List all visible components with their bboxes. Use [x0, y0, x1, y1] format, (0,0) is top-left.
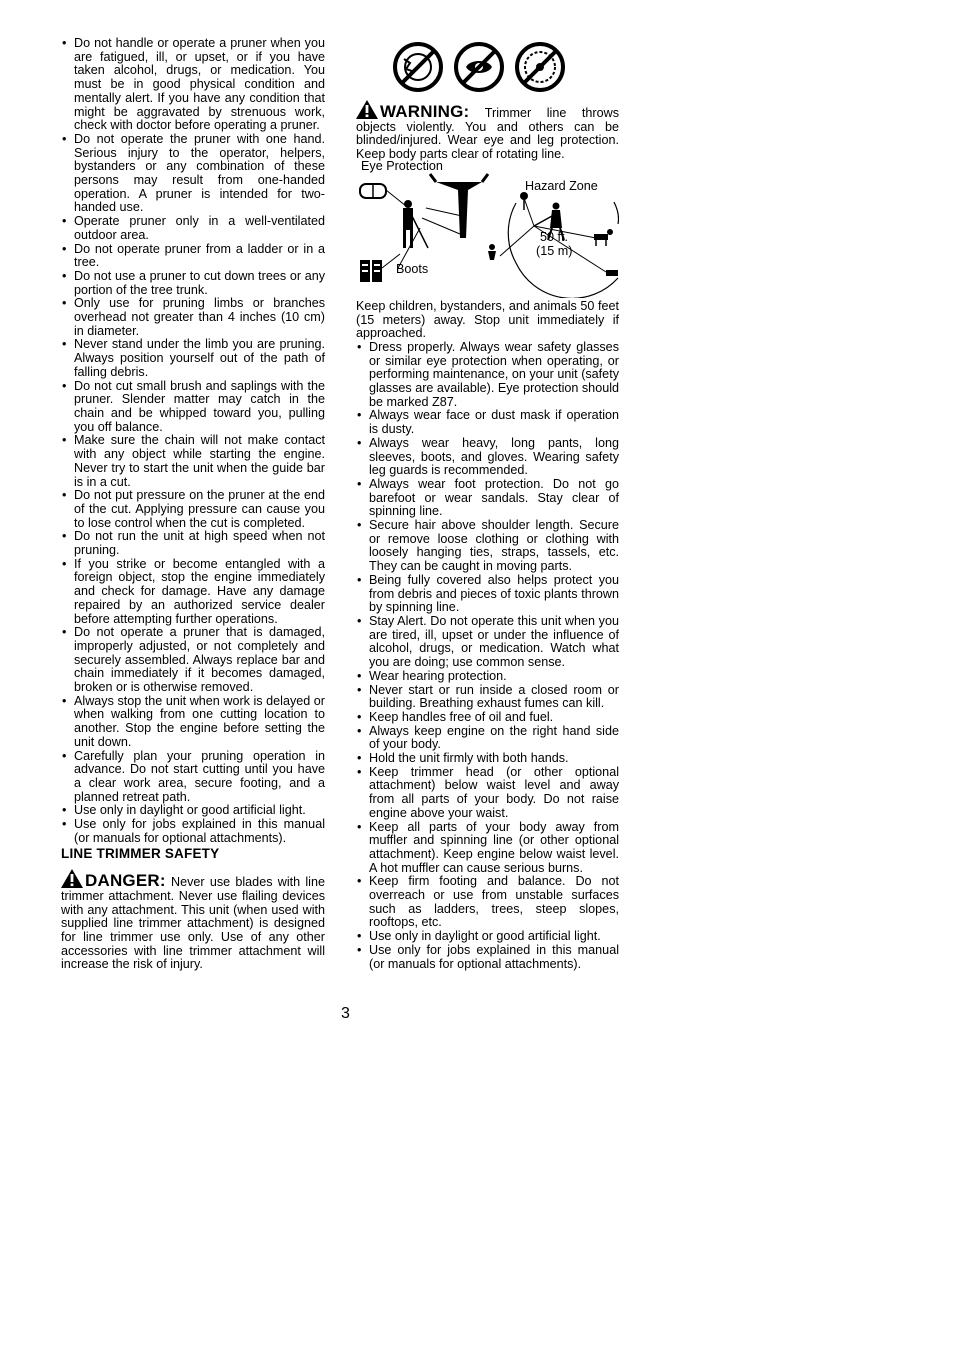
list-item: • Use only in daylight or good artificial light. — [356, 930, 619, 944]
list-item: • Use only in daylight or good artificial light. — [61, 804, 325, 818]
list-item: • Stay Alert. Do not operate this unit when you are tired, ill, upset or under the influence of alcohol, drugs, or medication. Watch what you are doing; use common sense. — [356, 615, 619, 670]
dog-figure — [594, 229, 613, 246]
trimmer-safety-list — [356, 341, 619, 971]
warning-text: Trimmer line throws objects violently. You and others can be blinded/injured. Wear eye and leg protection. Keep body parts clear of rotating line. — [356, 106, 619, 162]
list-item: • Do not operate a pruner that is damaged, improperly adjusted, or not completely and securely assembled. Always replace bar and chain immediately if it becomes damaged, broken or is otherwise removed. — [61, 626, 325, 695]
danger-notice — [61, 869, 325, 972]
list-item: • Do not put pressure on the pruner at the end of the cut. Applying pressure can cause you to lose control when the cut is completed. — [61, 489, 325, 530]
section-heading: LINE TRIMMER SAFETY — [61, 846, 220, 862]
list-item: • Make sure the chain will not make contact with any object while starting the engine. Never try to start the unit when the guide bar is in a cut. — [61, 434, 325, 489]
list-item: • Do not cut small brush and saplings with the pruner. Slender matter may catch in the chain and be whipped toward you, pulling you off balance. — [61, 380, 325, 435]
list-item: • If you strike or become entangled with a foreign object, stop the engine immediately and check for damage. Have any damage repaired by an authorized service dealer before attempting further operations. — [61, 558, 325, 627]
no-blade-icon — [392, 41, 444, 93]
list-item: • Do not operate the pruner with one hand. Serious injury to the operator, helpers, bystanders or any combination of these persons may result from one-handed operation. A pruner is intended for two-handed use. — [61, 133, 325, 215]
hazard-zone-diagram — [356, 158, 619, 298]
list-item: • Always stop the unit when work is delayed or when walking from one cutting location to another. Stop the engine before setting the unit down. — [61, 695, 325, 750]
operator-figure — [403, 200, 428, 248]
distance-m-label: (15 m) — [536, 243, 573, 258]
list-item: • Always wear face or dust mask if operation is dusty. — [356, 409, 619, 436]
list-item: • Never start or run inside a closed room or building. Breathing exhaust fumes can kill. — [356, 684, 619, 711]
list-item: • Keep trimmer head (or other optional attachment) below waist level and away from all parts of your body. Do not raise engine above your waist. — [356, 766, 619, 821]
boots-icon — [360, 254, 400, 282]
tree-icon — [430, 174, 488, 238]
danger-text: Never use blades with line trimmer attachment. Never use flailing devices with any attachment. This unit (when used with supplied line trimmer attachment) is designed for line trimmer use only. Use of any other accessories with line trimmer attachment will increase the risk of injury. — [61, 875, 325, 972]
left-column — [61, 37, 325, 972]
list-item: • Hold the unit firmly with both hands. — [356, 752, 619, 766]
hazard-zone-label: Hazard Zone — [525, 178, 598, 193]
list-item: • Operate pruner only in a well-ventilated outdoor area. — [61, 215, 325, 242]
warning-notice — [356, 100, 619, 162]
safety-icons — [356, 38, 619, 96]
child-figure — [488, 244, 496, 260]
list-item: • Use only for jobs explained in this manual (or manuals for optional attachments). — [356, 944, 619, 971]
boots-label: Boots — [396, 261, 429, 276]
no-saw-blade-icon — [514, 41, 566, 93]
pruner-safety-list — [61, 37, 325, 845]
list-item: • Being fully covered also helps protect you from debris and pieces of toxic plants thrown by spinning line. — [356, 574, 619, 615]
list-item: • Always keep engine on the right hand side of your body. — [356, 725, 619, 752]
list-item: • Do not run the unit at high speed when not pruning. — [61, 530, 325, 557]
distance-ft-label: 50 ft. — [540, 229, 569, 244]
danger-label: DANGER: — [85, 871, 166, 891]
warning-triangle-icon — [61, 869, 83, 888]
list-item: • Never stand under the limb you are pruning. Always position yourself out of the path of falling debris. — [61, 338, 325, 379]
list-item: • Only use for pruning limbs or branches overhead not greater than 4 inches (10 cm) in diameter. — [61, 297, 325, 338]
list-item: • Carefully plan your pruning operation in advance. Do not start cutting until you have a clear work area, secure footing, and a planned retreat path. — [61, 750, 325, 805]
list-item: • Do not use a pruner to cut down trees or any portion of the tree trunk. — [61, 270, 325, 297]
list-item: • Always wear heavy, long pants, long sleeves, boots, and gloves. Wearing safety leg guards is recommended. — [356, 437, 619, 478]
list-item: • Wear hearing protection. — [356, 670, 619, 684]
list-item: • Do not handle or operate a pruner when you are fatigued, ill, or upset, or if you have taken alcohol, drugs, or medication. You must be in good physical condition and mentally alert. If you have any condition that might be aggravated by strenuous work, check with doctor before operating a pruner. — [61, 37, 325, 133]
right-column — [356, 38, 619, 971]
list-item: • Secure hair above shoulder length. Secure or remove loose clothing or clothing with loosely hanging ties, straps, tassels, etc. They can be caught in moving parts. — [356, 519, 619, 574]
goggles-icon — [360, 184, 406, 206]
list-item: • Keep firm footing and balance. Do not overreach or use from unstable surfaces such as ladders, trees, steep slopes, rooftops, etc. — [356, 875, 619, 930]
list-item: • Keep handles free of oil and fuel. — [356, 711, 619, 725]
list-item: • Dress properly. Always wear safety glasses or similar eye protection when operating, or performing maintenance, on your unit (safety glasses are available). Eye protection should be marked Z87. — [356, 341, 619, 410]
list-item: • Use only for jobs explained in this manual (or manuals for optional attachments). — [61, 818, 325, 845]
no-flail-icon — [453, 41, 505, 93]
list-item: • Keep all parts of your body away from muffler and spinning line (or other optional attachment). Keep engine below waist level. A hot muffler can cause serious burns. — [356, 821, 619, 876]
warning-triangle-icon — [356, 100, 378, 119]
warning-label: WARNING: — [380, 102, 470, 121]
page-number: 3 — [341, 1005, 350, 1022]
small-animal-figure — [606, 270, 618, 276]
keep-away-text: Keep children, bystanders, and animals 50 feet (15 meters) away. Stop unit immediately if approached. — [356, 298, 619, 341]
list-item: • Always wear foot protection. Do not go barefoot or wear sandals. Stay clear of spinning line. — [356, 478, 619, 519]
eye-protection-label: Eye Protection — [361, 158, 443, 173]
list-item: • Do not operate pruner from a ladder or in a tree. — [61, 243, 325, 270]
